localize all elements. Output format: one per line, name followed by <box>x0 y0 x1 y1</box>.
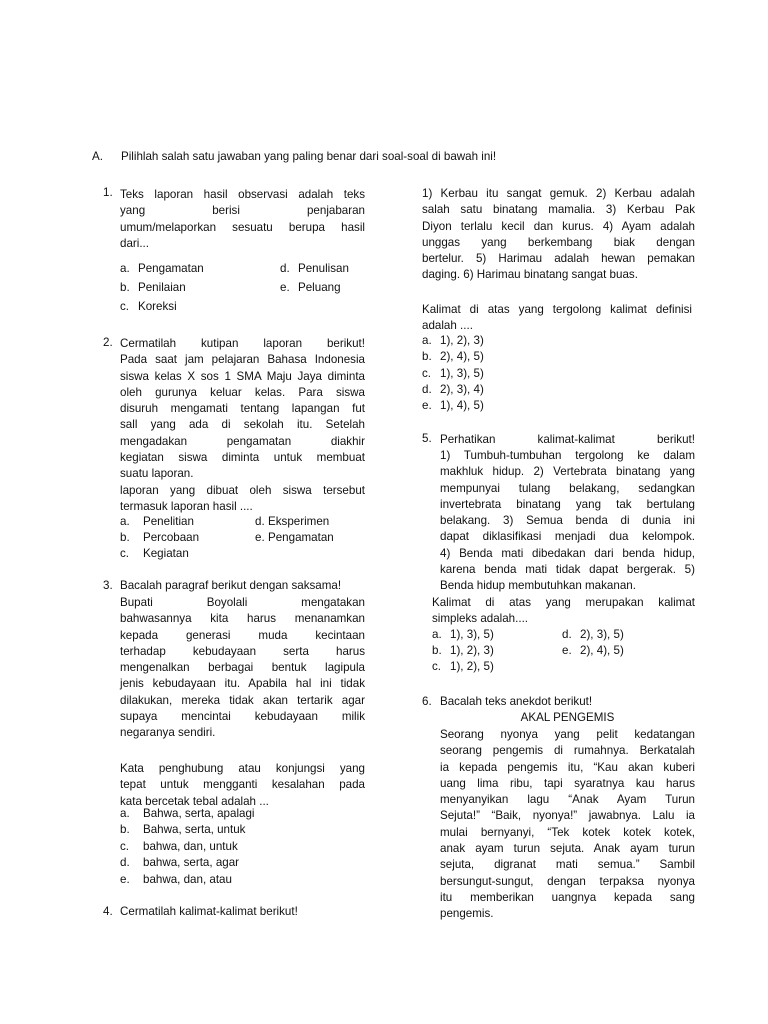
text-line: belakang. 3) Semua benda di dunia ini <box>440 514 695 528</box>
text-line: Diyon terlalu kecil dan kurus. 4) Ayam adalah <box>422 219 695 233</box>
option-key: d. <box>255 515 265 528</box>
text-line: jenis kebudayaan itu. Apabila hal ini tidak <box>120 677 365 691</box>
option-c[interactable] <box>120 547 189 560</box>
q4-intro: Cermatilah kalimat-kalimat berikut! <box>120 905 298 918</box>
text-line: Seorang nyonya yang pelit kedatangan <box>440 728 695 741</box>
text-line: 1) Tumbuh-tumbuhan tergolong ke dalam <box>440 449 695 462</box>
option-text: 2), 3), 4) <box>440 383 484 396</box>
option-key: d. <box>562 628 572 641</box>
option-text: Penelitian <box>143 515 194 528</box>
option-text: bahwa, dan, atau <box>143 873 232 886</box>
anecdote-title: AKAL PENGEMIS <box>520 711 615 724</box>
text-line: makhluk hidup. 2) Vertebrata binatang yang <box>440 465 695 479</box>
text-line: Sejuta!” “Baik, nyonya!” jawabnya. Lalu ia <box>440 809 695 823</box>
text-line: Kata penghubung atau konjungsi yang <box>120 762 365 775</box>
option-text: Bahwa, serta, apalagi <box>143 807 255 820</box>
option-d[interactable] <box>422 383 484 396</box>
option-b[interactable] <box>432 644 494 657</box>
option-key: b. <box>422 350 432 363</box>
option-a[interactable] <box>120 262 204 275</box>
text-line: bahwasannya kita harus menanamkan <box>120 612 365 626</box>
text-line: sejuta, digranat mati semua.” Sambil <box>440 858 695 872</box>
text-line: Kalimat di atas yang merupakan kalimat <box>432 596 695 609</box>
option-key: c. <box>120 840 130 853</box>
option-key: a. <box>120 807 130 820</box>
option-text: Bahwa, serta, untuk <box>143 823 246 836</box>
option-c[interactable] <box>422 367 484 380</box>
option-text: bahwa, serta, agar <box>143 856 240 869</box>
question-number: 4. <box>103 905 113 918</box>
q1-stem <box>120 186 365 251</box>
text-line: mengenalkan berbagai bentuk lagipula <box>120 661 365 675</box>
text-line: supaya mencintai kebudayaan milik <box>120 710 365 724</box>
option-key: a. <box>120 262 130 275</box>
option-key: b. <box>120 531 130 544</box>
option-text: Peluang <box>298 281 341 294</box>
q3-passage <box>120 595 365 742</box>
option-text: 2), 4), 5) <box>440 350 484 363</box>
text-line: siswa kelas X sos 1 SMA Maju Jaya diminta <box>120 369 365 383</box>
text-line: yang berisi penjabaran <box>120 204 365 218</box>
q2-stem <box>120 336 365 483</box>
option-d[interactable] <box>120 856 239 869</box>
option-c[interactable] <box>120 840 238 853</box>
q6-passage <box>440 727 695 923</box>
option-text: Koreksi <box>138 300 177 313</box>
text-line: disuruh mengamati tentang lapangan fut <box>120 402 365 416</box>
option-text: 1), 2), 3) <box>440 334 484 347</box>
q6-intro: Bacalah teks anekdot berikut! <box>440 695 593 708</box>
q2-question <box>120 483 365 516</box>
text-line: suatu laporan. <box>120 467 194 481</box>
question-number: 3. <box>103 579 113 592</box>
text-line: daging. 6) Harimau binatang sangat buas. <box>422 268 638 282</box>
option-key: c. <box>120 300 130 313</box>
q3-intro: Bacalah paragraf berikut dengan saksama! <box>120 579 342 592</box>
text-line: menyanyikan lagu “Anak Ayam Turun <box>440 793 695 807</box>
option-a[interactable] <box>120 807 255 820</box>
text-line: mempunyai tulang belakang, sedangkan <box>440 481 695 495</box>
text-line: kegiatan siswa diminta untuk membuat <box>120 451 365 465</box>
text-line: adalah .... <box>422 319 473 333</box>
option-text: Pengamatan <box>138 262 204 275</box>
q3-question <box>120 761 365 810</box>
option-d[interactable] <box>280 262 349 275</box>
text-line: oleh gurunya keluar kelas. Para siswa <box>120 385 365 399</box>
text-line: kata bercetak tebal adalah ... <box>120 794 269 808</box>
option-text: Kegiatan <box>143 547 189 560</box>
section-letter: A. <box>92 150 103 163</box>
option-key: a. <box>120 515 130 528</box>
text-line: salah satu binatang mamalia. 3) Kerbau Pak <box>422 203 695 217</box>
text-line: Bupati Boyolali mengatakan <box>120 596 365 609</box>
question-number: 2. <box>103 336 113 349</box>
option-key: c. <box>432 660 442 673</box>
text-line: invertebrata binatang yang tak bertulang <box>440 497 695 511</box>
q4-passage <box>422 186 695 284</box>
text-line: anak ayam turun sejuta. Anak ayam turun <box>440 842 695 856</box>
option-text: 2), 4), 5) <box>580 644 624 657</box>
text-line: dari... <box>120 236 149 250</box>
text-line: Perhatikan kalimat-kalimat berikut! <box>440 433 695 446</box>
option-d[interactable] <box>255 515 329 528</box>
option-key: c. <box>120 547 130 560</box>
option-key: a. <box>422 334 432 347</box>
question-number: 6. <box>422 695 432 708</box>
option-text: Penilaian <box>138 281 186 294</box>
option-text: Percobaan <box>143 531 200 544</box>
text-line: Pada saat jam pelajaran Bahasa Indonesia <box>120 353 365 367</box>
text-line: tepat untuk mengganti kesalahan pada <box>120 778 365 792</box>
option-a[interactable] <box>422 334 484 347</box>
text-line: negaranya sendiri. <box>120 726 216 740</box>
text-line: sall yang ada di sekolah itu. Setelah <box>120 418 365 432</box>
text-line: 4) Benda mati dibedakan dari benda hidup, <box>440 546 695 560</box>
option-c[interactable] <box>120 300 177 313</box>
text-line: pengemis. <box>440 907 494 921</box>
option-e[interactable] <box>120 873 232 886</box>
option-key: c. <box>422 367 432 380</box>
text-line: Teks laporan hasil observasi adalah teks <box>120 188 365 201</box>
option-key: a. <box>432 628 442 641</box>
text-line: dilakukan, mereka tidak akan tertarik agar <box>120 693 365 707</box>
option-key: e. <box>255 531 265 544</box>
option-b[interactable] <box>120 281 186 294</box>
option-e[interactable] <box>422 399 484 412</box>
option-text: 1), 2), 3) <box>450 644 494 657</box>
text-line: Benda hidup membutuhkan makanan. <box>440 579 636 593</box>
text-line: simpleks adalah.... <box>432 612 529 626</box>
option-c[interactable] <box>432 660 494 673</box>
option-text: 2), 3), 5) <box>580 628 624 641</box>
option-b[interactable] <box>120 823 245 836</box>
text-line: mulai bernyanyi, “Tek kotek kotek kotek, <box>440 825 695 839</box>
option-text: 1), 4), 5) <box>440 399 484 412</box>
option-key: b. <box>432 644 442 657</box>
option-b[interactable] <box>422 350 484 363</box>
text-line: termasuk laporan hasil .... <box>120 500 253 514</box>
text-line: 1) Kerbau itu sangat gemuk. 2) Kerbau adalah <box>422 187 695 200</box>
option-text: 1), 3), 5) <box>450 628 494 641</box>
option-text: 1), 2), 5) <box>450 660 494 673</box>
option-text: bahwa, dan, untuk <box>143 840 238 853</box>
option-text: Pengamatan <box>268 531 334 544</box>
text-line: terhadap kebudayaan serta harus <box>120 644 365 658</box>
text-line: umum/melaporkan sesuatu berupa hasil <box>120 220 365 234</box>
option-key: d. <box>280 262 290 275</box>
text-line: bersungut-sungut, dengan terpaksa nyonya <box>440 874 695 888</box>
text-line: ia kepada pengemis itu, “Kau akan kuberi <box>440 760 695 774</box>
option-b[interactable] <box>120 531 199 544</box>
option-d[interactable] <box>562 628 624 641</box>
option-key: b. <box>120 823 130 836</box>
option-text: Penulisan <box>298 262 349 275</box>
text-line: laporan yang dibuat oleh siswa tersebut <box>120 484 365 497</box>
text-line: mengadakan pengamatan diakhir <box>120 434 365 448</box>
option-key: e. <box>120 873 130 886</box>
text-line: dapat diklasifikasi menjadi dua kelompok. <box>440 530 695 544</box>
option-key: e. <box>422 399 432 412</box>
text-line: itu memberikan uangnya kepada sang <box>440 890 695 904</box>
text-line: Cermatilah kutipan laporan berikut! <box>120 337 365 350</box>
q5-passage <box>440 448 695 595</box>
option-key: d. <box>422 383 432 396</box>
option-e[interactable] <box>255 531 334 544</box>
section-instruction: Pilihlah salah satu jawaban yang paling benar dari soal-soal di bawah ini! <box>121 150 497 163</box>
text-line: Kalimat di atas yang tergolong kalimat definisi <box>422 303 692 316</box>
question-number: 5. <box>422 432 432 445</box>
option-text: Eksperimen <box>268 515 330 528</box>
text-line: kepada generasi muda kecintaan <box>120 628 365 642</box>
q4-question <box>422 302 692 335</box>
option-key: e. <box>280 281 290 294</box>
option-a[interactable] <box>120 515 194 528</box>
text-line: seorang pengemis di rumahnya. Berkatalah <box>440 744 695 758</box>
text-line: karena benda mati tidak dapat bergerak. 5) <box>440 563 695 577</box>
option-key: d. <box>120 856 130 869</box>
question-number: 1. <box>103 186 113 199</box>
option-key: e. <box>562 644 572 657</box>
option-a[interactable] <box>432 628 494 641</box>
text-line: bertelur. 5) Harimau adalah hewan pemakan <box>422 252 695 266</box>
q5-intro <box>440 432 695 448</box>
text-line: unggas yang berkembang biak dengan <box>422 235 695 249</box>
option-e[interactable] <box>280 281 341 294</box>
q5-question <box>432 595 695 628</box>
option-text: 1), 3), 5) <box>440 367 484 380</box>
option-e[interactable] <box>562 644 624 657</box>
text-line: uang lima ribu, tapi syaratnya kau harus <box>440 776 695 790</box>
option-key: b. <box>120 281 130 294</box>
